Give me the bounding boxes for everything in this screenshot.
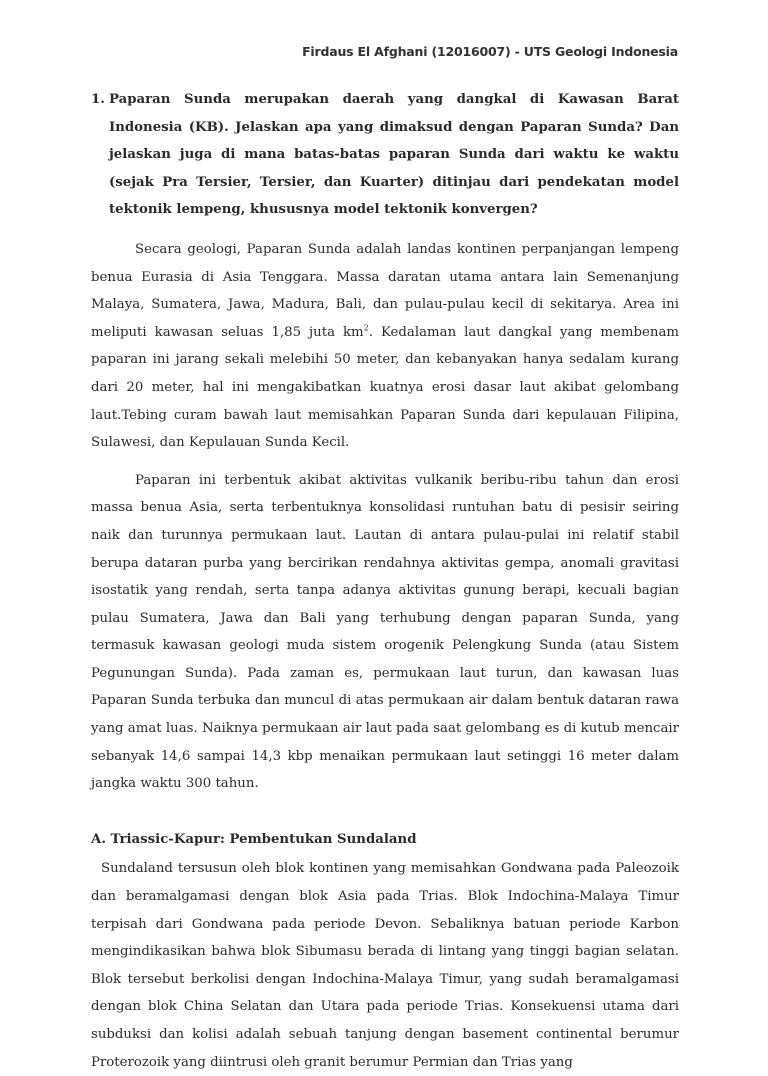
section-heading-a: A. Triassic-Kapur: Pembentukan Sundaland	[91, 831, 417, 847]
page-header: Firdaus El Afghani (12016007) - UTS Geologi Indonesia	[302, 44, 678, 59]
paragraph-1	[91, 236, 679, 457]
question-number: 1.	[91, 92, 105, 107]
question-item	[91, 86, 679, 224]
question-text: Paparan Sunda merupakan daerah yang dangkal di Kawasan Barat Indonesia (KB). Jelaskan apa yang dimaksud dengan Paparan Sunda? Dan jelaskan juga di mana batas-batas paparan Sunda dari waktu ke waktu (sejak Pra Tersier, Tersier, dan Kuarter) ditinjau dari pendekatan model tektonik lempeng, khususnya model tektonik konvergen?	[109, 92, 679, 218]
paragraph-1-text-a: Secara geologi, Paparan Sunda adalah landas kontinen perpanjangan lempeng benua Eurasia di Asia Tenggara. Massa daratan utama antara lain Semenanjung Malaya, Sumatera, Jawa, Madura, Bali, dan pulau-pulau kecil di sekitarya. Area ini meliputi kawasan seluas 1,85 juta km	[91, 241, 679, 340]
paragraph-3: Sundaland tersusun oleh blok kontinen yang memisahkan Gondwana pada Paleozoik dan beramalgamasi dengan blok Asia pada Trias. Blok Indochina-Malaya Timur terpisah dari Gondwana pada periode Devon. Sebaliknya batuan periode Karbon mengindikasikan bahwa blok Sibumasu berada di lintang yang tinggi bagian selatan. Blok tersebut berkolisi dengan Indochina-Malaya Timur, yang sudah beramalgamasi dengan blok China Selatan dan Utara pada periode Trias. Konsekuensi utama dari subduksi dan kolisi adalah sebuah tanjung dengan basement continental berumur Proterozoik yang diintrusi oleh granit berumur Permian dan Trias yang	[91, 861, 679, 1070]
paragraph-2: Paparan ini terbentuk akibat aktivitas vulkanik beribu-ribu tahun dan erosi massa benua Asia, serta terbentuknya konsolidasi runtuhan batu di pesisir seiring naik dan turunnya permukaan laut. Lautan di antara pulau-pulai ini relatif stabil berupa dataran purba yang bercirikan rendahnya aktivitas gempa, anomali gravitasi isostatik yang rendah, serta tanpa adanya aktivitas gunung berapi, kecuali bagian pulau Sumatera, Jawa dan Bali yang terhubung dengan paparan Sunda, yang termasuk kawasan geologi muda sistem orogenik Pelengkung Sunda (atau Sistem Pegunungan Sunda). Pada zaman es, permukaan laut turun, dan kawasan luas Paparan Sunda terbuka dan muncul di atas permukaan air dalam bentuk dataran rawa yang amat luas. Naiknya permukaan air laut pada saat gelombang es di kutub mencair sebanyak 14,6 sampai 14,3 kbp menaikan permukaan laut setinggi 16 meter dalam jangka waktu 300 tahun.	[91, 472, 679, 792]
document-body	[91, 86, 679, 1076]
paragraph-1-text-b: . Kedalaman laut dangkal yang membenam paparan ini jarang sekali melebihi 50 meter, dan kebanyakan hanya sedalam kurang dari 20 meter, hal ini mengakibatkan kuatnya erosi dasar laut akibat gelombang laut.Tebing curam bawah laut memisahkan Paparan Sunda dari kepulauan Filipina, Sulawesi, dan Kepulauan Sunda Kecil.	[91, 324, 679, 451]
superscript-2: 2	[363, 323, 369, 333]
